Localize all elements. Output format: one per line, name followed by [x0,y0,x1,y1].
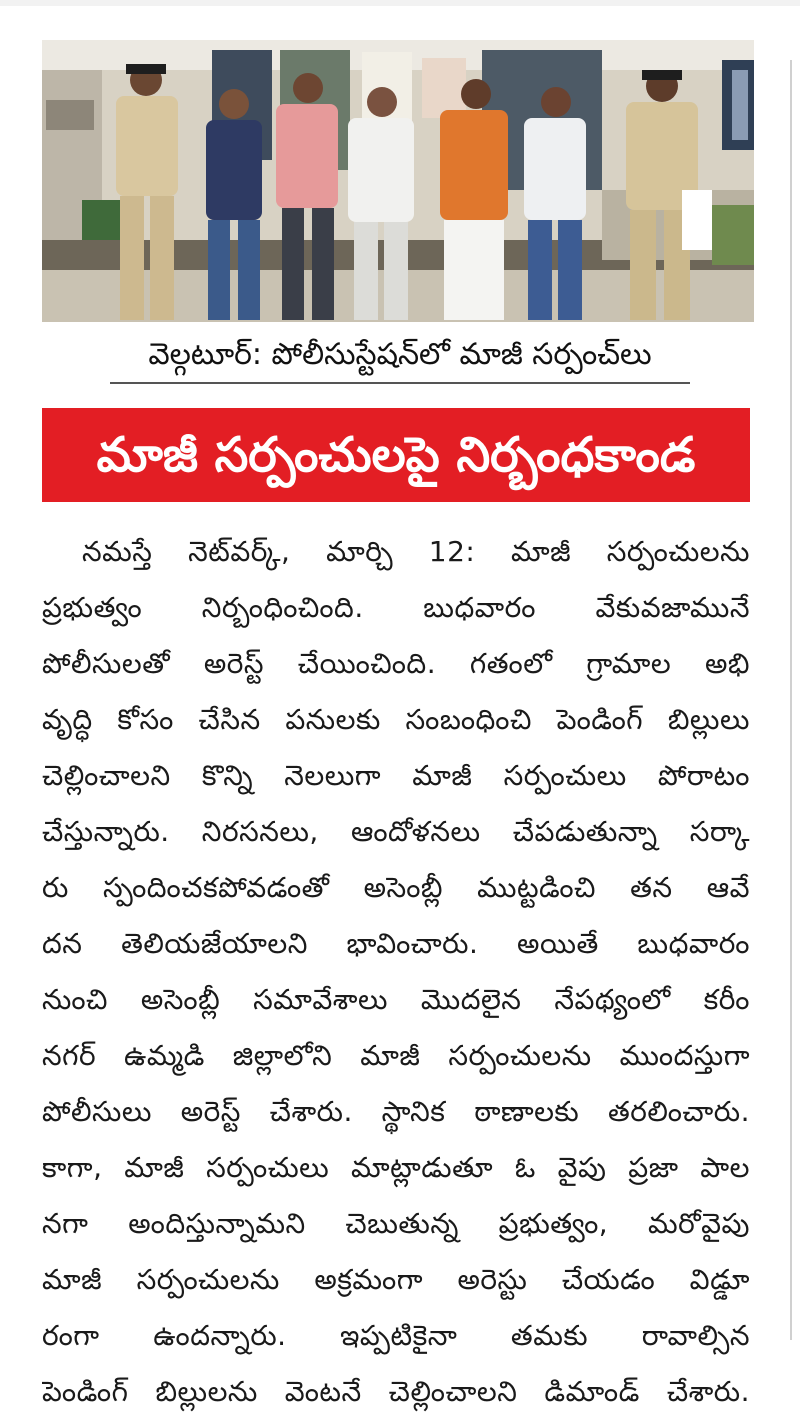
group-photo-icon [42,40,754,322]
article-line: పోలీసులు అరెస్ట్ చేశారు. స్థానిక ఠాణాలకు తరలించారు. [42,1095,750,1128]
article-line: నమస్తే నెట్‌వర్క్, మార్చి 12: మాజీ సర్పంచులను [82,535,750,568]
article-line: రు స్పందించకపోవడంతో అసెంబ్లీ ముట్టడించి తన ఆవే [42,871,750,904]
article-line: ప్రభుత్వం నిర్బంధించింది. బుధవారం వేకువజామునే [42,591,750,624]
article-line: చేస్తున్నారు. నిరసనలు, ఆందోళనలు చేపడుతున్నా సర్కా [42,815,750,848]
article-line: మాజీ సర్పంచులను అక్రమంగా అరెస్టు చేయడం విడ్డూ [42,1263,750,1296]
article-line: కాగా, మాజీ సర్పంచులు మాట్లాడుతూ ఓ వైపు ప్రజా పాల [42,1151,750,1184]
photo-caption: వెల్గటూర్: పోలీసుస్టేషన్‌లో మాజీ సర్పంచ్‌లు [110,330,690,384]
article-line: నుంచి అసెంబ్లీ సమావేశాలు మొదలైన నేపథ్యంలో కరీం [42,983,750,1016]
article-line: రంగా ఉందన్నారు. ఇప్పటికైనా తమకు రావాల్సిన [42,1319,750,1352]
article-line: నగర్ ఉమ్మడి జిల్లాలోని మాజీ సర్పంచులను ముందస్తుగా [42,1039,750,1072]
headline: మాజీ సర్పంచులపై నిర్బంధకాండ [42,408,750,502]
article-line: పెండింగ్ బిల్లులను వెంటనే చెల్లించాలని డిమాండ్ చేశారు. [42,1375,750,1408]
column-divider [790,60,792,1340]
article-body [42,524,750,1420]
article-line: పోలీసులతో అరెస్ట్ చేయించింది. గతంలో గ్రామాల అభి [42,647,750,680]
article-line: దన తెలియజేయాలని భావించారు. అయితే బుధవారం [42,927,750,960]
article-line: వృద్ధి కోసం చేసిన పనులకు సంబంధించి పెండింగ్ బిల్లులు [42,703,750,736]
news-photo [42,40,754,322]
article-line: నగా అందిస్తున్నామని చెబుతున్న ప్రభుత్వం, మరోవైపు [42,1207,750,1240]
top-rule [0,0,800,6]
article-line: చెల్లించాలని కొన్ని నెలలుగా మాజీ సర్పంచులు పోరాటం [42,759,750,792]
